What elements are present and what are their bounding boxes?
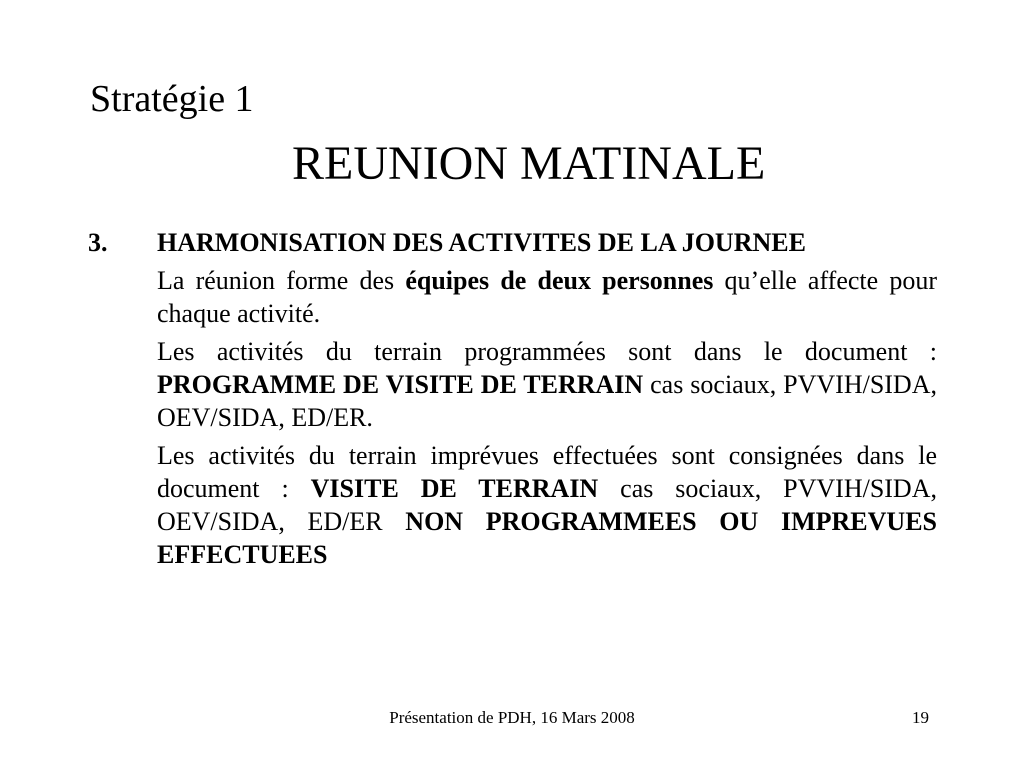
paragraph-programmed [157, 335, 937, 434]
paragraph-programmed-bold: PROGRAMME DE VISITE DE TERRAIN [157, 370, 644, 399]
paragraph-teams-text-1: La réunion forme des [157, 266, 406, 295]
paragraph-teams [157, 264, 937, 330]
paragraph-teams-text-2: qu’elle affecte pour chaque activité. [157, 266, 937, 328]
paragraph-programmed-text-2: cas sociaux, PVVIH/SIDA, OEV/SIDA, ED/ER. [157, 370, 937, 432]
paragraph-unplanned-bold-1: VISITE DE TERRAIN [310, 474, 599, 503]
footer-caption: Présentation de PDH, 16 Mars 2008 [389, 708, 635, 727]
list-item-number: 3. [88, 228, 108, 257]
paragraph-unplanned-text-1: Les activités du terrain imprévues effectuées sont consignées dans le document : [157, 441, 937, 503]
slide-title-main: REUNION MATINALE [292, 137, 766, 190]
page-number: 19 [912, 708, 929, 727]
paragraph-programmed-text-1: Les activités du terrain programmées sont dans le document : [157, 337, 937, 366]
paragraph-unplanned-text-2: cas sociaux, PVVIH/SIDA, OEV/SIDA, ED/ER [157, 474, 937, 536]
paragraph-teams-bold: équipes de deux personnes [405, 266, 714, 295]
list-item-heading: HARMONISATION DES ACTIVITES DE LA JOURNEE [157, 228, 806, 257]
paragraph-unplanned-bold-2: NON PROGRAMMEES OU IMPREVUES EFFECTUEES [157, 507, 938, 569]
paragraph-unplanned [157, 439, 937, 571]
slide-title-strategy: Stratégie 1 [90, 78, 254, 120]
slide-body [157, 226, 937, 576]
